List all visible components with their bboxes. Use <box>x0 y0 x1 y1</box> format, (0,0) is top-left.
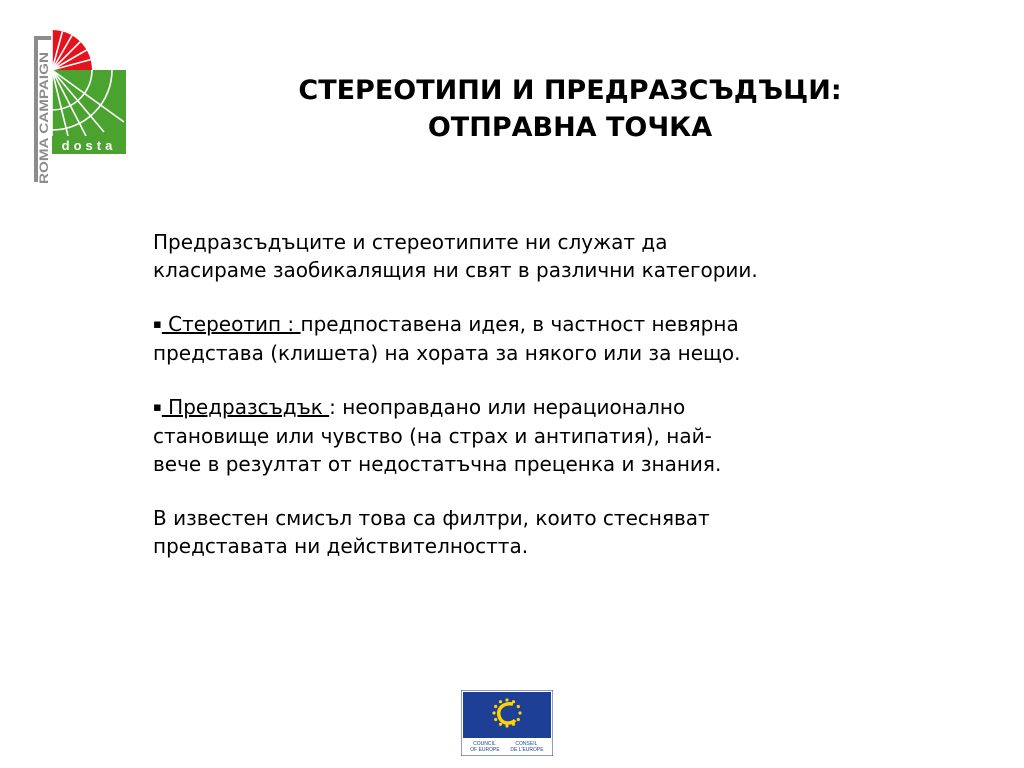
title-line-2: ОТПРАВНА ТОЧКА <box>427 112 713 143</box>
intro-line-1: Предразсъдъците и стереотипите ни служат да <box>153 230 668 254</box>
prejudice-line-3: вече в резултат от недостатъчна преценка и знания. <box>153 452 722 476</box>
bullet-icon: ▪ <box>153 400 162 415</box>
conclusion-paragraph <box>153 504 933 560</box>
stereotype-term: Стереотип : <box>161 312 301 336</box>
intro-line-2: класираме заобикалящия ни свят в различни категории. <box>153 258 758 282</box>
bullet-icon: ▪ <box>153 317 162 332</box>
prejudice-line-1 <box>153 393 933 422</box>
dosta-logo <box>28 26 130 188</box>
prejudice-line-2: становище или чувство (на страх и антипатия), най- <box>153 424 712 448</box>
logo-frame-left <box>34 36 38 182</box>
logo-brand-text: dosta <box>61 138 117 153</box>
conclusion-line-2: представата ни действителността. <box>153 534 529 558</box>
conclusion-line-1: В известен смисъл това са филтри, които стесняват <box>153 506 710 530</box>
dosta-logo-graphic <box>28 26 130 188</box>
prejudice-line-1-rest: : неоправдано или нерационално <box>329 395 686 419</box>
logo-vertical-text: ROMA CAMPAIGN <box>39 84 51 184</box>
prejudice-definition <box>153 393 933 478</box>
stereotype-line-1 <box>153 310 933 339</box>
page-title <box>200 72 940 146</box>
stereotype-line-2: представа (клишета) на хората за някого или за нещо. <box>153 341 741 365</box>
coe-label-fr: CONSEIL DE L'EUROPE <box>510 741 544 753</box>
slide-body <box>153 228 933 586</box>
stereotype-line-1-rest: предпоставена идея, в частност невярна <box>300 312 739 336</box>
coe-logo-graphic <box>461 690 553 756</box>
title-line-1: СТЕРЕОТИПИ И ПРЕДРАЗСЪДЪЦИ: <box>298 75 842 106</box>
coe-label-en: COUNCIL OF EUROPE <box>470 741 500 753</box>
prejudice-term: Предразсъдък <box>161 395 330 419</box>
council-of-europe-logo <box>461 690 553 756</box>
stereotype-definition <box>153 310 933 367</box>
intro-paragraph <box>153 228 933 284</box>
